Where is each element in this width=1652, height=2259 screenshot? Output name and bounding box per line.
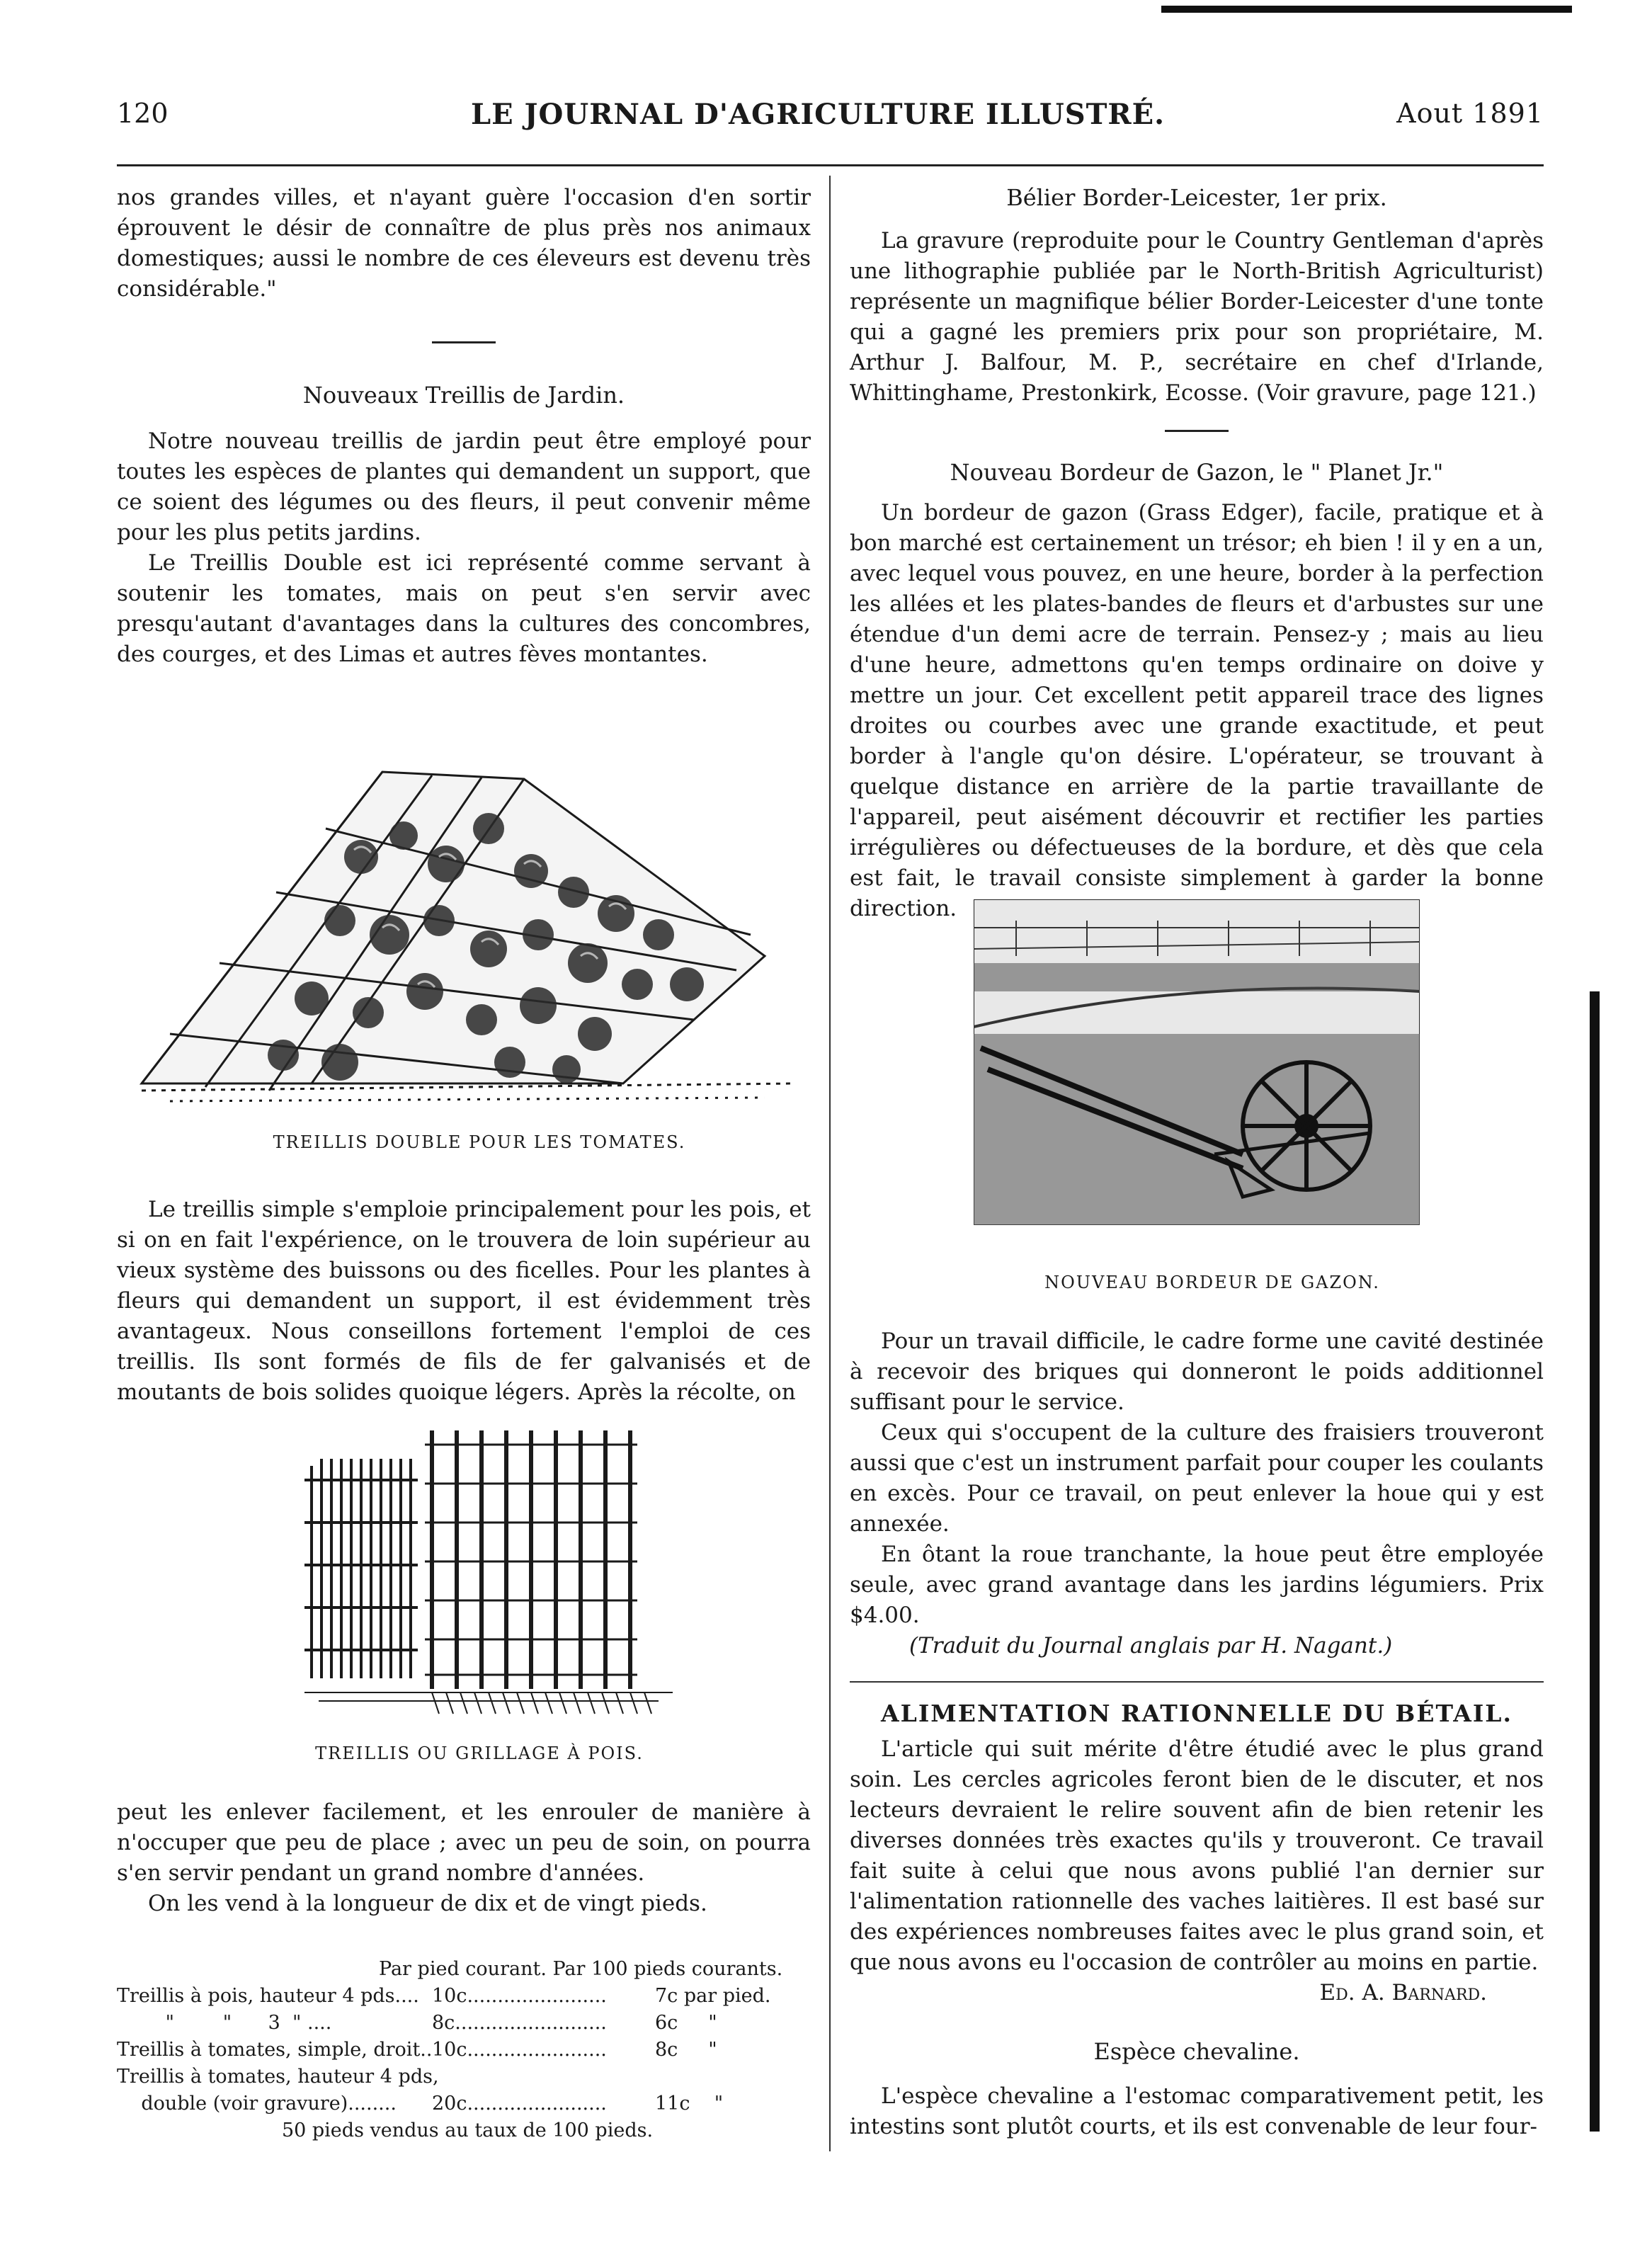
- belier-paragraph: La gravure (reproduite pour le Country Gentleman d'après une lithographie publiée par le North-British Agriculturist) représente un magnifique bélier Border-Leicester d'une tonte qui a gagné les premiers prix pour son propriétaire, M. Arthur J. Balfour, M. P., secrétaire en chef d'Irlande, Whittinghame, Prestonkirk, Ecosse. (Voir gravure, page 121.): [850, 228, 1544, 406]
- treillis-paragraph-3: Le treillis simple s'emploie principalement pour les pois, et si on en fait l'expérience, on le trouvera de loin supérieur au vieux système des buissons ou des ficelles. Pour les plantes à fleurs qui demandent un support, il est évidemment très avantageux. Nous conseillons fortement l'emploi de ces treillis. Ils sont formés de fils de fer galvanisés et de moutants de bois solides quoique légers. Après la récolte, on: [117, 1197, 811, 1405]
- intro-paragraph: nos grandes villes, et n'ayant guère l'occasion d'en sortir éprouvent le désir de connaître de plus près nos animaux domestiques; aussi le nombre de ces éleveurs est devenu très considérable.": [117, 185, 811, 302]
- price-item: Treillis à tomates, simple, droit..: [117, 2039, 433, 2061]
- page-header: [117, 98, 1544, 140]
- right-column-bottom: [850, 1268, 1544, 2142]
- price-table-footnote: 50 pieds vendus au taux de 100 pieds.: [281, 2119, 654, 2141]
- price-table-header-row: [117, 1956, 818, 1983]
- top-edge-rule: [1161, 6, 1572, 11]
- column-divider: [829, 176, 831, 2151]
- bordeur-paragraph-4: En ôtant la roue tranchante, la houe peut être employée seule, avec grand avantage dans les jardins légumiers. Prix $4.00.: [850, 1542, 1544, 1628]
- figure-2-caption: TREILLIS OU GRILLAGE À POIS.: [315, 1743, 644, 1763]
- treillis-paragraph-1: Notre nouveau treillis de jardin peut être employé pour toutes les espèces de plantes qui demandent un support, que ce soient des légumes ou des fleurs, il peut convenir même pour les plus petits jardins.: [117, 428, 811, 545]
- price-row: [117, 1983, 818, 2010]
- alimentation-paragraph: L'article qui suit mérite d'être étudié avec le plus grand soin. Les cercles agricoles feront bien de le discuter, et nos lecteurs devraient le relire souvent afin de bien retenir les diverses données très exactes qu'ils y trouveront. Ce travail fait suite à celui que nous avons publié l'an dernier sur l'alimentation rationnelle des vaches laitières. Il est basé sur des expériences nombreuses faites avec le plus grand soin, et que nous avons eu l'occasion de contrôler au moins en partie.: [850, 1736, 1544, 1975]
- price-item: Treillis à tomates, hauteur 4 pds,: [117, 2066, 439, 2088]
- double-tomato-trellis-illustration: [127, 751, 807, 1112]
- treillis-paragraph-5: On les vend à la longueur de dix et de vingt pieds.: [148, 1891, 707, 1916]
- price-table-header: Par pied courant. Par 100 pieds courants.: [379, 1958, 783, 1980]
- right-column-top: [850, 183, 1544, 924]
- price-row: [117, 2090, 818, 2117]
- price-per-foot: 20c.......................: [432, 2093, 607, 2115]
- bordeur-section-title: Nouveau Bordeur de Gazon, le " Planet Jr.": [950, 459, 1444, 486]
- journal-title: LE JOURNAL D'AGRICULTURE ILLUSTRÉ.: [471, 98, 1166, 131]
- price-row: [117, 2064, 818, 2090]
- price-item: Treillis à pois, hauteur 4 pds....: [117, 1985, 419, 2007]
- left-column-middle: [117, 1127, 811, 1408]
- price-per-100: 11c ": [655, 2093, 724, 2115]
- espece-paragraph: L'espèce chevaline a l'estomac comparativement petit, les intestins sont plutôt courts, et ils est convenable de leur four-: [850, 2083, 1544, 2139]
- header-rule: [117, 164, 1544, 166]
- top-edge-rule-thin: [1161, 11, 1572, 13]
- pea-trellis-illustration: [304, 1423, 673, 1721]
- price-table: [117, 1956, 818, 2144]
- author-signature: Ed. A. Barnard.: [1319, 1980, 1487, 2005]
- price-per-100: 7c par pied.: [655, 1985, 771, 2007]
- price-per-100: 6c ": [655, 2012, 717, 2034]
- figure-1-caption: TREILLIS DOUBLE POUR LES TOMATES.: [273, 1132, 686, 1152]
- lawn-edger-illustration: [974, 899, 1420, 1225]
- price-row: [117, 2037, 818, 2064]
- alimentation-section-title: ALIMENTATION RATIONNELLE DU BÉTAIL.: [881, 1700, 1513, 1727]
- bordeur-paragraph-1: Un bordeur de gazon (Grass Edger), facile, pratique et à bon marché est certainement un trésor; eh bien ! il y en a un, avec lequel vous pouvez, en une heure, border à la perfection les allées et les plates-bandes de fleurs et d'arbustes sur une étendue d'un demi acre de terrain. Pensez-y ; mais au lieu d'une heure, admettons qu'en temps ordinaire on doive y mettre un jour. Cet excellent petit appareil trace des lignes droites ou courbes avec une grande exactitude, et peut border à l'angle qu'on désire. L'opérateur, se trouvant à quelque distance en arrière de la partie travaillante de l'appareil, peut aisément découvrir et rectifier les parties irrégulières ou défectueuses de la bordure, et dès que cela est fait, le travail consiste simplement à garder la bonne direction.: [850, 500, 1544, 921]
- left-column-top: [117, 183, 811, 670]
- price-per-foot: 10c.......................: [432, 1985, 607, 2007]
- price-per-100: 8c ": [655, 2039, 717, 2061]
- belier-section-title: Bélier Border-Leicester, 1er prix.: [1006, 184, 1387, 211]
- left-column-bottom: [117, 1739, 811, 1919]
- bordeur-paragraph-3: Ceux qui s'occupent de la culture des fraisiers trouveront aussi que c'est un instrument parfait pour couper les coulants en excès. Pour ce travail, on peut enlever la houe qui y est annexée.: [850, 1420, 1544, 1537]
- price-row: [117, 2010, 818, 2037]
- price-per-foot: 10c.......................: [432, 2039, 607, 2061]
- espece-section-title: Espèce chevaline.: [1093, 2038, 1300, 2065]
- price-per-foot: 8c.........................: [432, 2012, 607, 2034]
- price-item: double (voir gravure)........: [117, 2093, 397, 2115]
- treillis-paragraph-2: Le Treillis Double est ici représenté comme servant à soutenir les tomates, mais on peut s'en servir avec presqu'autant d'avantages dans la cultures des concombres, des courges, et des Limas et autres fèves montantes.: [117, 550, 811, 667]
- issue-date: Aout 1891: [1396, 98, 1544, 129]
- page-number: 120: [117, 98, 169, 129]
- treillis-section-title: Nouveaux Treillis de Jardin.: [302, 382, 625, 409]
- price-item: " " 3 " ....: [117, 2012, 332, 2034]
- bordeur-paragraph-2: Pour un travail difficile, le cadre forme une cavité destinée à recevoir des briques qui donneront le poids additionnel suffisant pour le service.: [850, 1328, 1544, 1415]
- treillis-paragraph-4: peut les enlever facilement, et les enrouler de manière à n'occuper que peu de place ; avec un peu de soin, on pourra s'en servir pendant un grand nombre d'années.: [117, 1799, 811, 1886]
- figure-3-caption: NOUVEAU BORDEUR DE GAZON.: [1044, 1273, 1380, 1292]
- margin-bar: [1590, 991, 1600, 2132]
- translation-note: (Traduit du Journal anglais par H. Nagant.): [909, 1633, 1393, 1658]
